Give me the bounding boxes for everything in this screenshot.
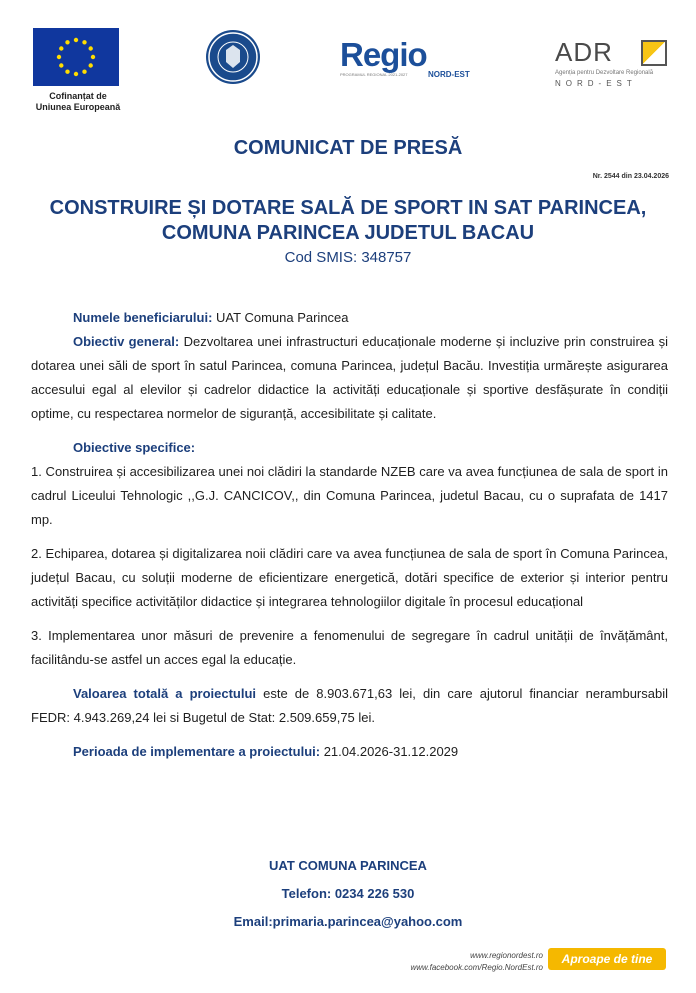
footer-slogan-badge: Aproape de tine (548, 948, 666, 970)
general-objective-text: Dezvoltarea unei infrastructuri educaționale moderne și incluzive prin construirea și dotarea unei săli de sport în satul Parincea, comuna Parincea, județul Bacău. Investiția urmărește asigurarea accesului egal al elevilor și cadrelor didactice la activități educaționale și sportive desfășurate în condiții optime, cu respectarea normelor de siguranță, accesibilitate și calitate. (31, 334, 668, 421)
eu-caption-line1: Cofinanțat de (49, 91, 107, 101)
specific-objectives-heading: Obiective specifice: (73, 440, 196, 455)
eu-flag-icon (33, 28, 119, 86)
implementation-period-label: Perioada de implementare a proiectului: (73, 744, 321, 759)
government-seal-icon (206, 30, 260, 84)
eu-caption (30, 91, 126, 113)
specific-objective-3: 3. Implementarea unor măsuri de prevenire a fenomenului de segregare în cadrul unității de învățământ, facilitându-se astfel un acces egal la educație. (31, 628, 668, 667)
beneficiary-paragraph (31, 306, 668, 330)
page-title: COMUNICAT DE PRESĂ (233, 137, 463, 159)
eu-caption-line2: Uniunea Europeană (35, 102, 121, 112)
beneficiary-label: Numele beneficiarului: (73, 310, 213, 325)
logo-bar (0, 0, 696, 120)
total-value-text: este de 8.903.671,63 lei, din care ajutorul financiar nerambursabil FEDR: 4.943.269,24 lei si Bugetul de Stat: 2.509.659,75 lei. (31, 686, 668, 725)
specific-objective-2: 2. Echiparea, dotarea și digitalizarea noii clădiri care va avea funcțiunea de sala de sport în Comuna Parincea, județul Bacau, cu soluții moderne de eficientizare energetică, dotări specifice de exterior și interior pentru activități specifice activităților didactice și integrarea tehnologiilor digitale în procesul educațional (31, 546, 668, 609)
footer-website-link[interactable]: www.regionordest.ro (470, 951, 543, 960)
implementation-period-value: 21.04.2026-31.12.2029 (320, 744, 459, 759)
adr-logo (555, 38, 675, 88)
adr-square-icon (641, 40, 667, 66)
project-title: CONSTRUIRE ȘI DOTARE SALĂ DE SPORT IN SAT PARINCEA, COMUNA PARINCEA JUDETUL BACAU (49, 197, 647, 244)
eu-logo (30, 28, 126, 113)
eu-stars-icon (33, 28, 119, 86)
contact-phone: Telefon: 0234 226 530 (281, 886, 415, 901)
total-value-label: Valoarea totală a proiectului (73, 686, 257, 701)
smis-code: Cod SMIS: 348757 (284, 249, 412, 266)
regio-subtitle: PROGRAMUL REGIONAL 2021-2027 (340, 72, 408, 77)
specific-objective-1: 1. Construirea și accesibilizarea unei noi clădiri la standarde NZEB care va avea funcțiunea de sala de sport in cadrul Liceului Tehnologic ,,G.J. CANCICOV,, din Comuna Parincea, judetul Bacau, cu o suprafata de 1417 mp. (31, 464, 668, 527)
regio-logo-text: Regio (340, 36, 427, 73)
document-number: Nr. 2544 din 23.04.2026 (592, 173, 669, 180)
beneficiary-value: UAT Comuna Parincea (212, 310, 349, 325)
regio-region: NORD-EST (428, 70, 470, 79)
contact-name: UAT COMUNA PARINCEA (269, 858, 427, 873)
general-objective-label: Obiectiv general: (73, 334, 180, 349)
general-objective-paragraph (31, 330, 668, 426)
adr-logo-text: ADR (555, 37, 613, 67)
footer-links (411, 950, 544, 974)
specific-objectives-label (31, 436, 668, 460)
total-value-paragraph (31, 682, 668, 730)
footer-facebook-link[interactable]: www.facebook.com/Regio.NordEst.ro (410, 963, 543, 972)
contact-block (0, 852, 696, 936)
regio-logo (340, 38, 472, 88)
implementation-period-paragraph (31, 740, 668, 764)
document-body (31, 306, 668, 764)
adr-region: NORD-EST (555, 79, 637, 88)
adr-subtitle: Agenția pentru Dezvoltare Regională (555, 70, 654, 76)
contact-email[interactable]: Email:primaria.parincea@yahoo.com (233, 914, 463, 929)
